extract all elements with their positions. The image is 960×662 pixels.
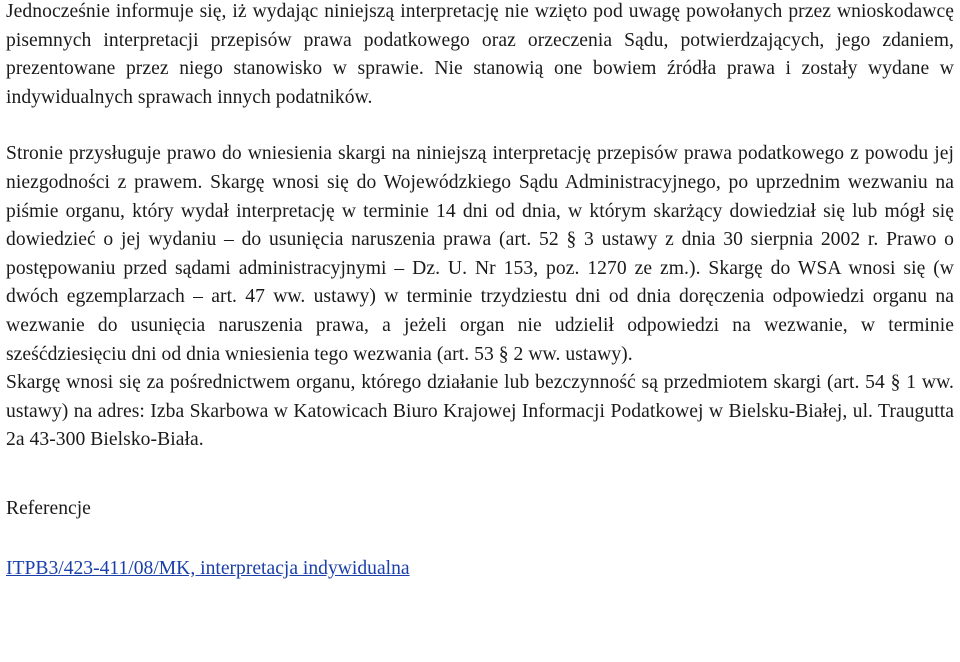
paragraph-right-to-complaint: Stronie przysługuje prawo do wniesienia skargi na niniejszą interpretację przepisów prawa podatkowego z powodu jej niezgodności z prawem. Skargę wnosi się do Wojewódzkiego Sądu Administracyjnego, po uprzednim wezwaniu na piśmie organu, który wydał interpretację w terminie 14 dni od dnia, w którym skarżący dowiedział się lub mógł się dowiedzieć o jej wydaniu – do usunięcia naruszenia prawa (art. 52 § 3 ustawy z dnia 30 sierpnia 2002 r. Prawo o postępowaniu przed sądami administracyjnymi – Dz. U. Nr 153, poz. 1270 ze zm.). Skargę do WSA wnosi się (w dwóch egzemplarzach – art. 47 ww. ustawy) w terminie trzydziestu dni od dnia doręczenia odpowiedzi organu na wezwanie do usunięcia naruszenia prawa, a jeżeli organ nie udzielił odpowiedzi na wezwanie, w terminie sześćdziesięciu dni od dnia wniesienia tego wezwania (art. 53 § 2 ww. ustawy). [6,143,954,365]
reference-link[interactable]: ITPB3/423-411/08/MK, interpretacja indywidualna [6,557,410,579]
paragraph-complaint-address: Skargę wnosi się za pośrednictwem organu, którego działanie lub bezczynność są przedmiotem skargi (art. 54 § 1 ww. ustawy) na adres: Izba Skarbowa w Katowicach Biuro Krajowej Informacji Podatkowej w Bielsku-Białej, ul. Traugutta 2a 43-300 Bielsko-Biała. [6,372,954,451]
references-heading: Referencje [6,497,91,519]
document-page [6,0,954,583]
paragraph-cited-interpretations: Jednocześnie informuje się, iż wydając niniejszą interpretację nie wzięto pod uwagę powołanych przez wnioskodawcę pisemnych interpretacji przepisów prawa podatkowego oraz orzeczenia Sądu, potwierdzających, jego zdaniem, prezentowane przez niego stanowisko w sprawie. Nie stanowią one bowiem źródła prawa i zostały wydane w indywidualnych sprawach innych podatników. [6,1,954,108]
